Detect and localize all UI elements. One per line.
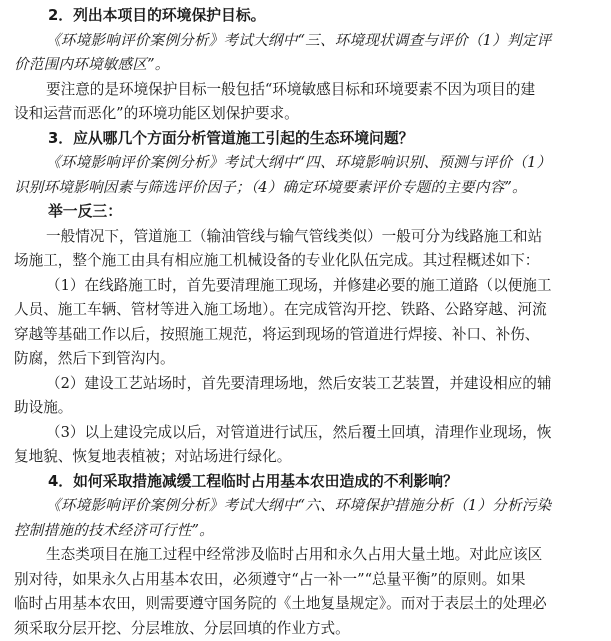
- answer-text-line: （2）建设工艺站场时，首先要清理场地，然后安装工艺装置，并建设相应的辅: [14, 372, 601, 397]
- syllabus-reference-line: 《环境影响评价案例分析》考试大纲中“三、环境现状调查与评价（1）判定评: [14, 29, 601, 54]
- answer-text-line: 设和运营而恶化”的环境功能区划保护要求。: [14, 102, 601, 127]
- answer-text-line: 生态类项目在施工过程中经常涉及临时占用和永久占用大量土地。对此应该区: [14, 543, 601, 568]
- answer-text-line: 复地貌、恢复地表植被；对站场进行绿化。: [14, 445, 601, 470]
- answer-text-line: 临时占用基本农田，则需要遵守国务院的《土地复垦规定》。而对于表层土的处理必: [14, 592, 601, 617]
- question-4-heading: 4．如何采取措施减缓工程临时占用基本农田造成的不利影响？: [14, 470, 601, 495]
- syllabus-reference-line: 《环境影响评价案例分析》考试大纲中“六、环境保护措施分析（1）分析污染: [14, 494, 601, 519]
- syllabus-reference-line: 《环境影响评价案例分析》考试大纲中“四、环境影响识别、预测与评价（1）: [14, 151, 601, 176]
- syllabus-reference-line: 价范围内环境敏感区”。: [14, 53, 601, 78]
- answer-text-line: 场施工，整个施工由具有相应施工机械设备的专业化队伍完成。其过程概述如下：: [14, 249, 601, 274]
- question-2-heading: 2．列出本项目的环境保护目标。: [14, 4, 601, 29]
- answer-text-line: （1）在线路施工时，首先要清理施工现场，并修建必要的施工道路（以便施工: [14, 274, 601, 299]
- answer-text-line: 人员、施工车辆、管材等进入施工场地）。在完成管沟开挖、铁路、公路穿越、河流: [14, 298, 601, 323]
- answer-text-line: 防腐，然后下到管沟内。: [14, 347, 601, 372]
- syllabus-reference-line: 控制措施的技术经济可行性”。: [14, 519, 601, 544]
- extension-subheading: 举一反三：: [14, 200, 601, 225]
- answer-text-line: 助设施。: [14, 396, 601, 421]
- answer-text-line: 须采取分层开挖、分层堆放、分层回填的作业方式。: [14, 617, 601, 641]
- answer-text-line: 要注意的是环境保护目标一般包括“环境敏感目标和环境要素不因为项目的建: [14, 78, 601, 103]
- answer-text-line: （3）以上建设完成以后，对管道进行试压，然后覆土回填，清理作业现场，恢: [14, 421, 601, 446]
- answer-text-line: 穿越等基础工作以后，按照施工规范，将运到现场的管道进行焊接、补口、补伤、: [14, 323, 601, 348]
- syllabus-reference-line: 识别环境影响因素与筛选评价因子；（4）确定环境要素评价专题的主要内容”。: [14, 176, 601, 201]
- answer-text-line: 一般情况下，管道施工（输油管线与输气管线类似）一般可分为线路施工和站: [14, 225, 601, 250]
- question-3-heading: 3．应从哪几个方面分析管道施工引起的生态环境问题？: [14, 127, 601, 152]
- answer-text-line: 别对待，如果永久占用基本农田，必须遵守“占一补一”“总量平衡”的原则。如果: [14, 568, 601, 593]
